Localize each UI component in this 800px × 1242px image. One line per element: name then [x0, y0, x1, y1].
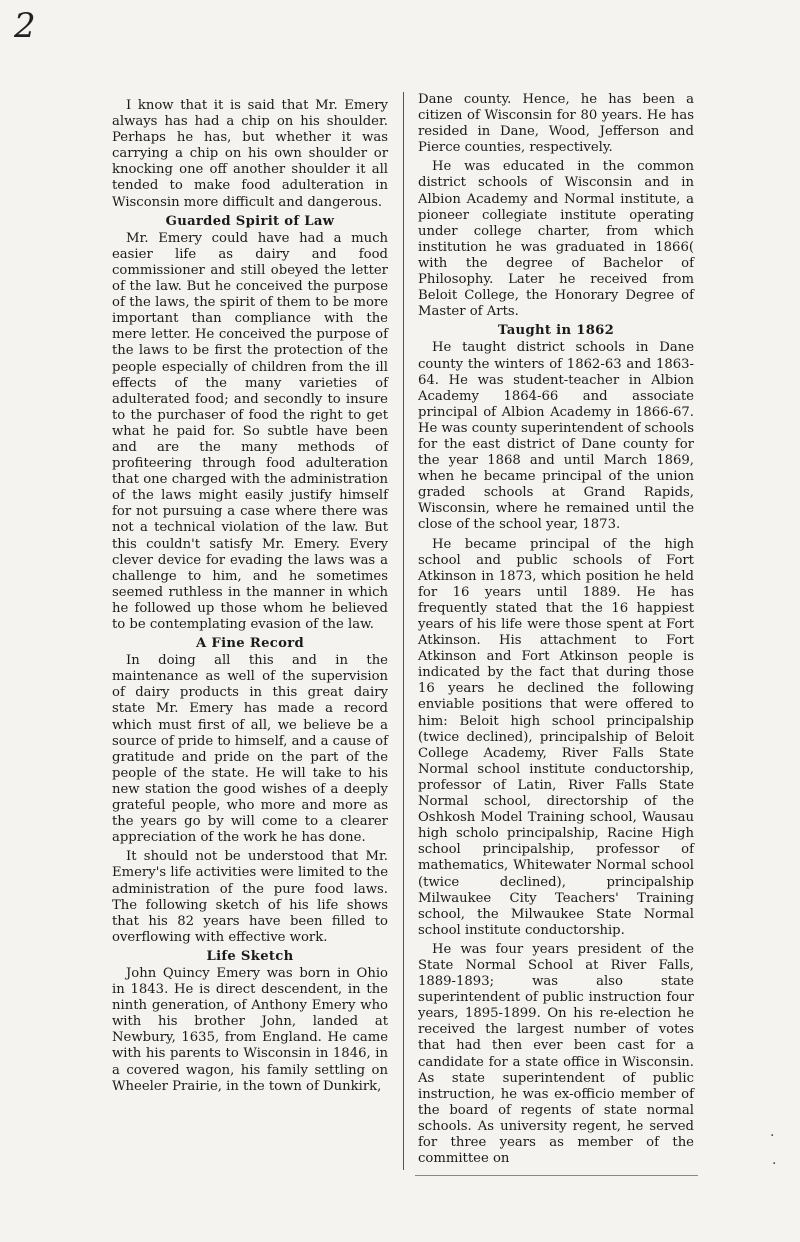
subheading: Life Sketch	[206, 948, 294, 964]
paragraph: Dane county. Hence, he has been a citizen of Wisconsin for 80 years. He has resided in Dane, Wood, Jefferson and Pierce counties, respectively.	[418, 92, 694, 156]
edge-speck: ·	[772, 1156, 777, 1172]
bottom-rule	[415, 1175, 698, 1176]
left-column	[112, 98, 388, 1098]
paragraph: I know that it is said that Mr. Emery always has had a chip on his shoulder. Perhaps he has, but whether it was carrying a chip on his own shoulder or knocking one off another shoulder it all tended to make food adulteration in Wisconsin more difficult and dangerous.	[112, 98, 388, 210]
right-column	[418, 92, 694, 1170]
paragraph: Mr. Emery could have had a much easier life as dairy and food commissioner and still obeyed the letter of the law. But he conceived the purpose of the laws, the spirit of them to be more important than compliance with the mere letter. He conceived the purpose of the laws to be first the protection of the people especially of children from the ill effects of the many varieties of adulterated food; and secondly to insure to the purchaser of food the right to get what he paid for. So subtle have been and are the many methods of profiteering through food adulteration that one charged with the administration of the laws might easily justify himself for not pursuing a case where there was not a technical violation of the law. But this couldn't satisfy Mr. Emery. Every clever device for evading the laws was a challenge to him, and he sometimes seemed ruthless in the manner in which he followed up those whom he believed to be contemplating evasion of the law.	[112, 230, 388, 632]
column-divider	[403, 92, 404, 1170]
edge-speck: ·	[770, 1128, 775, 1144]
paragraph: He was educated in the common district schools of Wisconsin and in Albion Academy and Normal institute, a pioneer collegiate institute operating under college charter, from which institution he was graduated in 1866( with the degree of Bachelor of Philosophy. Later he received from Beloit College, the Honorary Degree of Master of Arts.	[418, 159, 694, 320]
page-number: 2	[14, 6, 36, 46]
paragraph: In doing all this and in the maintenance as well of the supervision of dairy products in this great dairy state Mr. Emery has made a record which must first of all, we believe be a source of pride to himself, and a cause of gratitude and pride on the part of the people of the state. He will take to his new station the good wishes of a deeply grateful people, who more and more as the years go by will come to a clearer appreciation of the work he has done.	[112, 653, 388, 846]
paragraph: He taught district schools in Dane county the winters of 1862-63 and 1863-64. He was student-teacher in Albion Academy 1864-66 and associate principal of Albion Academy in 1866-67. He was county superintendent of schools for the east district of Dane county for the year 1868 and until March 1869, when he became principal of the union graded schools at Grand Rapids, Wisconsin, where he remained until the close of the school year, 1873.	[418, 340, 694, 533]
subheading: Guarded Spirit of Law	[165, 213, 335, 229]
paragraph: John Quincy Emery was born in Ohio in 1843. He is direct descendent, in the ninth generation, of Anthony Emery who with his brother John, landed at Newbury, 1635, from England. He came with his parents to Wisconsin in 1846, in a covered wagon, his family settling on Wheeler Prairie, in the town of Dunkirk,	[112, 965, 388, 1094]
paragraph: It should not be understood that Mr. Emery's life activities were limited to the administration of the pure food laws. The following sketch of his life shows that his 82 years have been filled to overflowing with effective work.	[112, 849, 388, 945]
paragraph: He was four years president of the State Normal School at River Falls, 1889-1893; was also state superintendent of public instruction four years, 1895-1899. On his re-election he received the largest number of votes that had then ever been cast for a candidate for a state office in Wisconsin. As state superintendent of public instruction, he was ex-officio member of the board of regents of state normal schools. As university regent, he served for three years as member of the committee on	[418, 941, 694, 1167]
paragraph: He became principal of the high school and public schools of Fort Atkinson in 1873, which position he held for 16 years until 1889. He has frequently stated that the 16 happiest years of his life were those spent at Fort Atkinson. His attachment to Fort Atkinson and Fort Atkinson people is indicated by the fact that during those 16 years he declined the following enviable positions that were offered to him: Beloit high school principalship (twice declined), principalship of Beloit College Academy, River Falls State Normal school institute conductorship, professor of Latin, River Falls State Normal school, directorship of the Oshkosh Model Training school, Wausau high scholo principalship, Racine High school principalship, professor of mathematics, Whitewater Normal school (twice declined), principalship Milwaukee City Teachers' Training school, the Milwaukee State Normal school institute conductorship.	[418, 536, 694, 938]
subheading: A Fine Record	[195, 636, 304, 652]
subheading: Taught in 1862	[497, 323, 615, 339]
